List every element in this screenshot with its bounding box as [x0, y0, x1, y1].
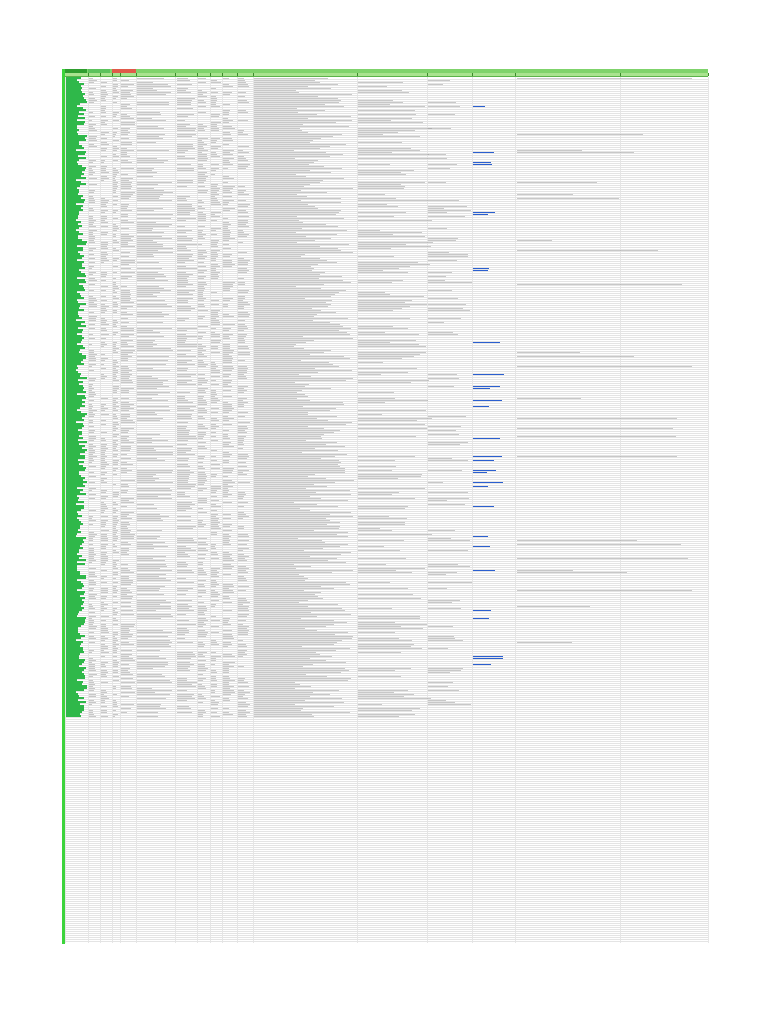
column-header-cell[interactable]	[222, 73, 238, 76]
header-cell-c[interactable]	[112, 69, 136, 73]
column-header-cell[interactable]	[237, 73, 254, 76]
column-header-cell[interactable]	[708, 73, 709, 76]
column-header-cell[interactable]	[357, 73, 428, 76]
column-header-cell[interactable]	[175, 73, 198, 76]
column-header-cell[interactable]	[136, 73, 176, 76]
column-header-cell[interactable]	[65, 73, 89, 76]
column-header-cell[interactable]	[515, 73, 621, 76]
column-header-cell[interactable]	[197, 73, 211, 76]
column-header-cell[interactable]	[253, 73, 358, 76]
column-header-cell[interactable]	[620, 73, 709, 76]
header-cell-b[interactable]	[88, 69, 110, 73]
header-cell-a[interactable]	[65, 69, 87, 73]
table-body	[65, 77, 708, 943]
table-row[interactable]	[65, 939, 708, 942]
column-gridline	[708, 77, 709, 943]
column-header-cell[interactable]	[427, 73, 473, 76]
column-header-cell[interactable]	[472, 73, 516, 76]
column-header-cell[interactable]	[120, 73, 137, 76]
